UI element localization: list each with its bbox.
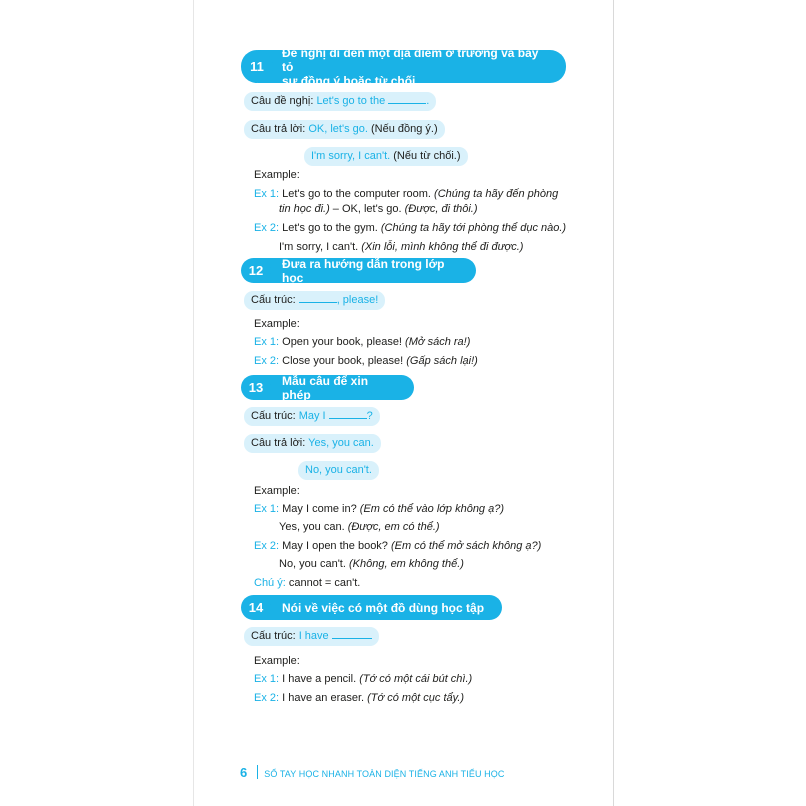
suggest-pill: Câu đề nghị: Let's go to the .: [244, 92, 436, 111]
section-title: Đề nghị đi đến một địa điểm ở trường và bày tỏ sự đồng ý hoặc từ chối: [258, 50, 566, 83]
structure-pill: Cấu trúc: May I ?: [244, 407, 380, 426]
example-2: Ex 2: Let's go to the gym. (Chúng ta hãy tới phòng thể dục nào.): [254, 222, 567, 234]
example-label: Example:: [254, 169, 300, 181]
section-title: Nói về việc có một đồ dùng học tập: [258, 595, 502, 620]
example-label: Example:: [254, 485, 300, 497]
note: Chú ý: cannot = can't.: [254, 577, 361, 589]
section-number: 13: [241, 375, 271, 400]
example-2-reply: No, you can't. (Không, em không thể.): [279, 558, 464, 570]
example-1-cont: tin học đi.) – OK, let's go. (Được, đi thôi.): [279, 203, 478, 215]
example-2: Ex 2: May I open the book? (Em có thể mở sách không ạ?): [254, 540, 542, 552]
answer-pill: Câu trả lời: OK, let's go. (Nếu đồng ý.): [244, 120, 445, 139]
answer-no-pill: I'm sorry, I can't. (Nếu từ chối.): [304, 147, 468, 166]
example-2: Ex 2: Close your book, please! (Gấp sách lại!): [254, 355, 478, 367]
example-2: Ex 2: I have an eraser. (Tớ có một cục tẩy.): [254, 692, 465, 704]
page-footer: [240, 765, 504, 780]
section-number: 14: [241, 595, 271, 620]
section-title: Đưa ra hướng dẫn trong lớp học: [258, 258, 476, 283]
book-page: [193, 0, 614, 806]
page-number: 6: [240, 765, 248, 780]
example-label: Example:: [254, 655, 300, 667]
example-1: Ex 1: May I come in? (Em có thể vào lớp không ạ?): [254, 503, 505, 515]
example-2-reply: I'm sorry, I can't. (Xin lỗi, mình không thể đi được.): [279, 241, 524, 253]
section-number: 11: [241, 50, 273, 83]
structure-pill: Cấu trúc: I have: [244, 627, 379, 646]
example-label: Example:: [254, 318, 300, 330]
example-1: Ex 1: Open your book, please! (Mở sách ra!): [254, 336, 471, 348]
example-1: Ex 1: I have a pencil. (Tớ có một cái bút chì.): [254, 673, 473, 685]
example-1-reply: Yes, you can. (Được, em có thể.): [279, 521, 440, 533]
structure-pill: Cấu trúc: , please!: [244, 291, 385, 310]
section-title: Mẫu câu để xin phép: [258, 375, 414, 400]
answer-no-pill: No, you can't.: [298, 461, 379, 480]
answer-pill: Câu trả lời: Yes, you can.: [244, 434, 381, 453]
book-title: SỔ TAY HỌC NHANH TOÀN DIỆN TIẾNG ANH TIỂU HỌC: [264, 769, 505, 779]
example-1: Ex 1: Let's go to the computer room. (Chúng ta hãy đến phòng: [254, 188, 559, 200]
section-number: 12: [241, 258, 271, 283]
